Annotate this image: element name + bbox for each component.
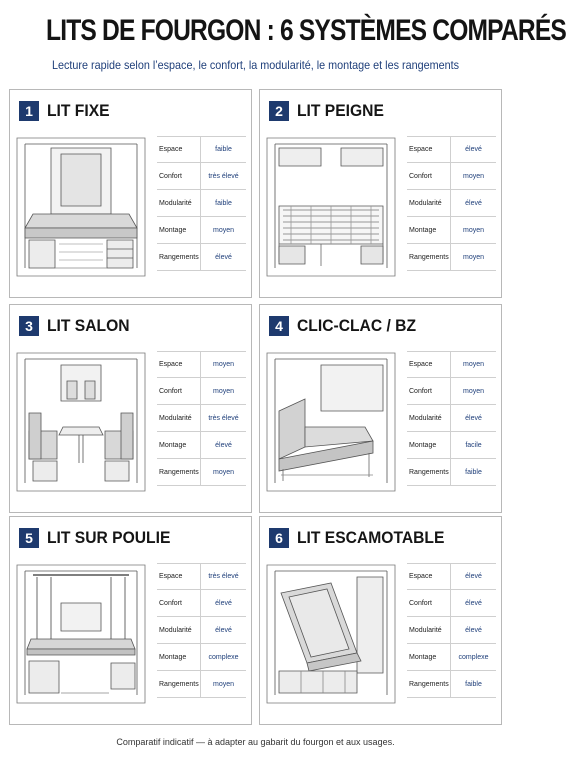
card-number-badge: 2 (269, 101, 289, 121)
card-lit-peigne (259, 89, 502, 298)
spec-value: élevé (215, 599, 232, 607)
card-title: CLIC-CLAC / BZ (297, 316, 417, 335)
card-lit-fixe (9, 89, 252, 298)
spec-row (157, 459, 246, 486)
pulley-bed-illustration (11, 553, 151, 713)
spec-label: Montage (157, 217, 201, 243)
spec-value: élevé (465, 199, 482, 207)
spec-row (157, 644, 246, 671)
spec-value: très élevé (208, 414, 239, 422)
spec-row (407, 190, 496, 217)
spec-label: Modularité (407, 190, 451, 216)
comb-bed-illustration (261, 126, 401, 286)
spec-label: Confort (407, 590, 451, 616)
spec-label: Confort (157, 378, 201, 404)
spec-label: Montage (407, 217, 451, 243)
spec-label: Espace (157, 352, 201, 377)
spec-table (407, 351, 496, 486)
footer-note: Comparatif indicatif — à adapter au gabarit du fourgon et aux usages. (116, 737, 395, 747)
spec-row (157, 136, 246, 163)
spec-value: moyen (212, 361, 234, 368)
card-title: LIT ESCAMOTABLE (297, 528, 445, 547)
spec-label: Montage (407, 432, 451, 458)
spec-row (157, 190, 246, 217)
folding-bed-illustration (261, 553, 401, 713)
spec-value: faible (215, 146, 232, 153)
spec-value: moyen (212, 680, 234, 688)
spec-value: moyen (462, 361, 484, 368)
spec-label: Modularité (407, 617, 451, 643)
spec-row (157, 563, 246, 590)
spec-value: faible (465, 468, 482, 476)
spec-label: Confort (407, 378, 451, 404)
spec-value: élevé (215, 441, 232, 449)
spec-table (157, 563, 246, 698)
card-title: LIT SUR POULIE (47, 528, 171, 547)
spec-value: facile (465, 441, 482, 449)
card-number-badge: 1 (19, 101, 39, 121)
spec-row (157, 617, 246, 644)
spec-value: complexe (458, 653, 489, 661)
card-lit-sur-poulie (9, 516, 252, 725)
spec-table (407, 563, 496, 698)
spec-label: Modularité (157, 617, 201, 643)
spec-table (157, 351, 246, 486)
spec-row (407, 405, 496, 432)
spec-row (407, 671, 496, 698)
card-number-badge: 4 (269, 316, 289, 336)
spec-label: Montage (407, 644, 451, 670)
spec-label: Modularité (157, 405, 201, 431)
card-number-badge: 3 (19, 316, 39, 336)
card-number-badge: 5 (19, 528, 39, 548)
spec-value: moyen (462, 253, 484, 261)
spec-value: moyen (462, 387, 484, 395)
spec-value: très élevé (208, 573, 239, 580)
spec-value: moyen (212, 468, 234, 476)
spec-label: Confort (157, 163, 201, 189)
spec-value: moyen (212, 387, 234, 395)
spec-label: Modularité (157, 190, 201, 216)
spec-label: Modularité (407, 405, 451, 431)
spec-row (157, 432, 246, 459)
spec-value: élevé (465, 599, 482, 607)
spec-value: élevé (465, 626, 482, 634)
spec-value: élevé (215, 626, 232, 634)
spec-row (157, 163, 246, 190)
card-title: LIT FIXE (47, 101, 110, 120)
spec-label: Espace (407, 352, 451, 377)
spec-row (157, 217, 246, 244)
spec-row (157, 244, 246, 271)
spec-row (407, 351, 496, 378)
spec-value: moyen (212, 226, 234, 234)
spec-label: Espace (157, 564, 201, 589)
spec-label: Confort (407, 163, 451, 189)
spec-row (407, 459, 496, 486)
spec-label: Espace (157, 137, 201, 162)
page-subtitle: Lecture rapide selon l’espace, le confort, la modularité, le montage et les rangements (51, 58, 460, 72)
spec-table (407, 136, 496, 271)
spec-value: moyen (462, 172, 484, 180)
card-number-badge: 6 (269, 528, 289, 548)
spec-label: Rangements (157, 244, 201, 270)
card-lit-salon (9, 304, 252, 513)
spec-row (157, 671, 246, 698)
spec-label: Rangements (157, 671, 201, 697)
spec-row (407, 563, 496, 590)
spec-row (407, 244, 496, 271)
spec-label: Rangements (157, 459, 201, 485)
card-clic-clac (259, 304, 502, 513)
spec-value: faible (465, 680, 482, 688)
fixed-bed-illustration (11, 126, 151, 286)
spec-value: élevé (465, 414, 482, 422)
spec-row (407, 378, 496, 405)
spec-label: Confort (157, 590, 201, 616)
spec-row (157, 378, 246, 405)
lounge-bed-illustration (11, 341, 151, 501)
spec-row (407, 163, 496, 190)
card-lit-escamotable (259, 516, 502, 725)
spec-label: Espace (407, 137, 451, 162)
spec-row (407, 217, 496, 244)
spec-row (407, 644, 496, 671)
spec-label: Rangements (407, 459, 451, 485)
spec-label: Rangements (407, 671, 451, 697)
card-title: LIT SALON (47, 316, 130, 335)
spec-value: élevé (215, 253, 232, 261)
spec-label: Espace (407, 564, 451, 589)
spec-label: Montage (157, 432, 201, 458)
spec-value: très élevé (208, 172, 239, 180)
spec-row (157, 405, 246, 432)
spec-label: Montage (157, 644, 201, 670)
spec-value: faible (215, 199, 232, 207)
spec-row (407, 590, 496, 617)
spec-row (157, 351, 246, 378)
spec-value: complexe (208, 653, 239, 661)
spec-row (157, 590, 246, 617)
spec-row (407, 136, 496, 163)
spec-row (407, 617, 496, 644)
page-title: LITS DE FOURGON : 6 SYSTÈMES COMPARÉS (45, 14, 566, 47)
spec-table (157, 136, 246, 271)
sofa-bed-illustration (261, 341, 401, 501)
spec-value: élevé (465, 573, 482, 580)
spec-label: Rangements (407, 244, 451, 270)
card-title: LIT PEIGNE (297, 101, 384, 120)
spec-value: moyen (462, 226, 484, 234)
spec-row (407, 432, 496, 459)
spec-value: élevé (465, 146, 482, 153)
